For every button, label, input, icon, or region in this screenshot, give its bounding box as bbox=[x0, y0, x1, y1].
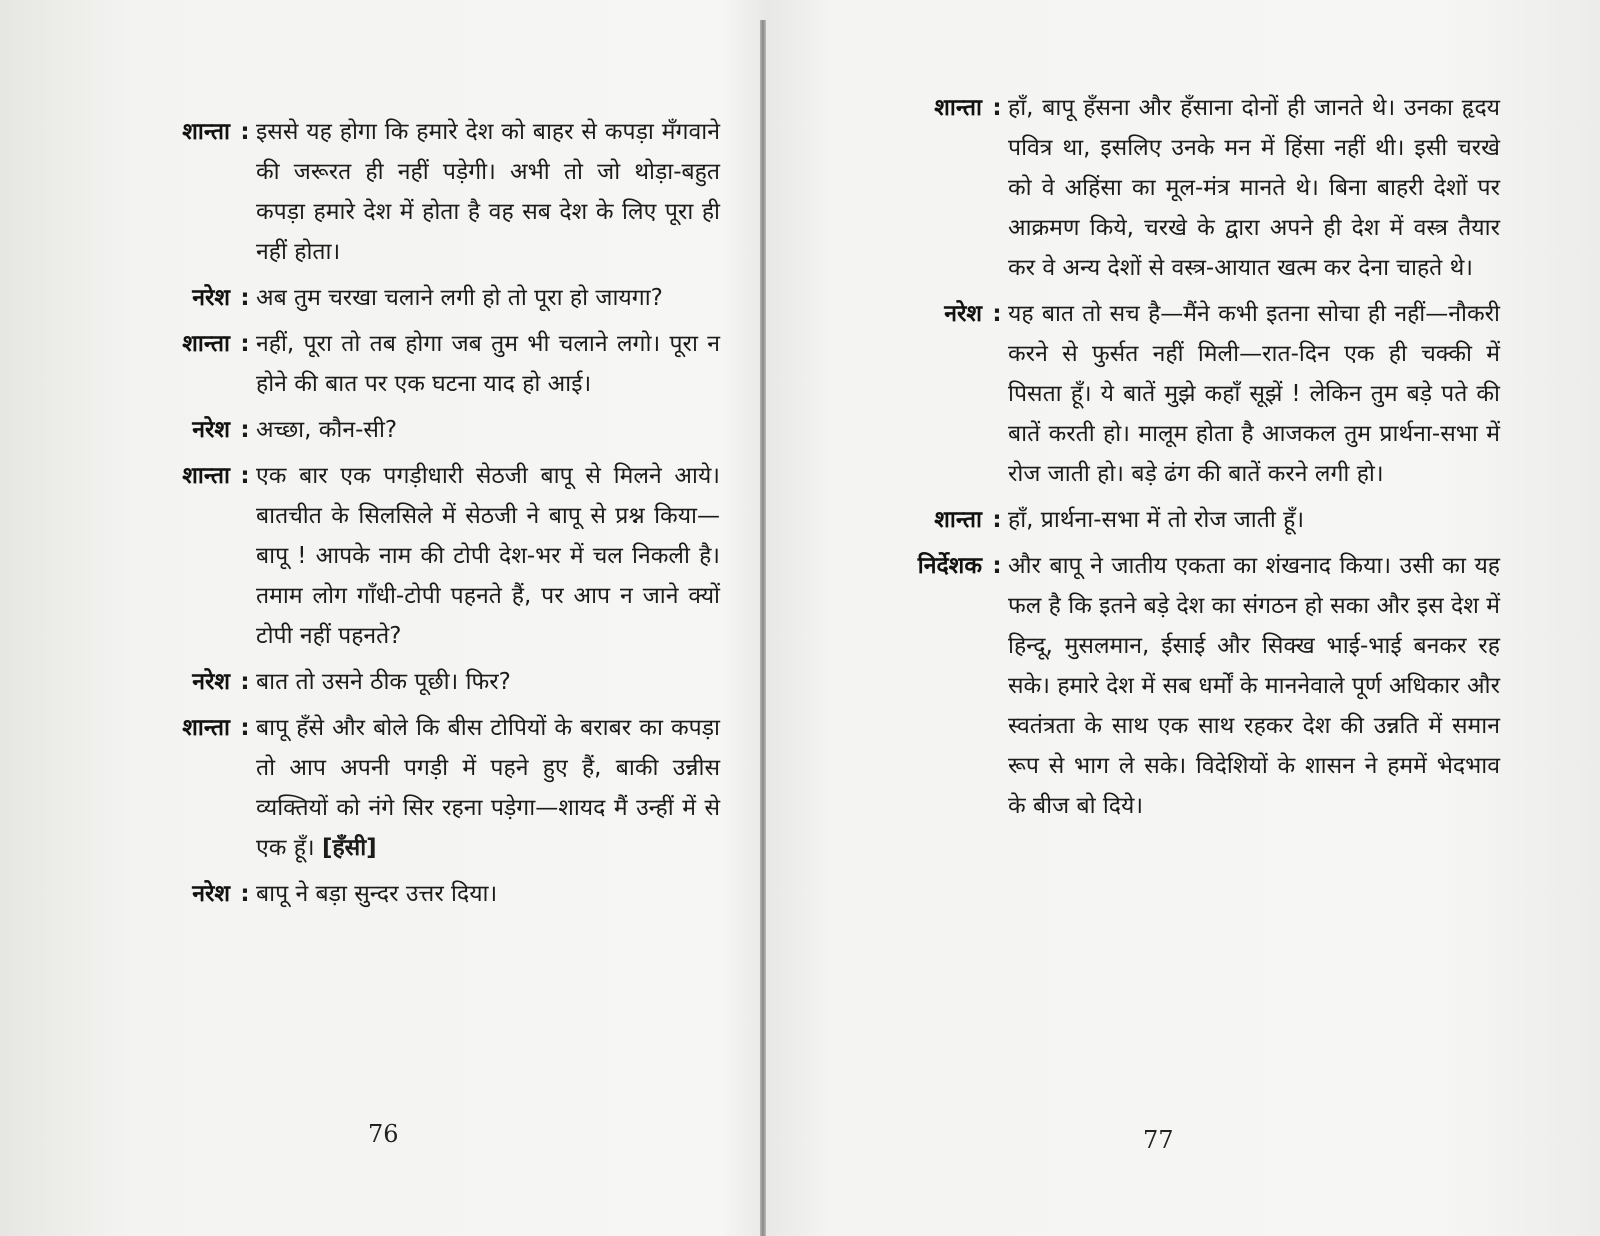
speaker-name: शान्ता bbox=[182, 331, 230, 357]
speaker-colon: : bbox=[240, 417, 250, 443]
speaker-colon: : bbox=[240, 669, 250, 695]
speaker-colon: : bbox=[240, 881, 250, 907]
speech-text: अब तुम चरखा चलाने लगी हो तो पूरा हो जायगा? bbox=[256, 285, 663, 311]
dialogue-entry bbox=[870, 294, 1500, 494]
speaker-name: शान्ता bbox=[182, 463, 230, 489]
speech-text: नहीं, पूरा तो तब होगा जब तुम भी चलाने लगो। पूरा न होने की बात पर एक घटना याद हो आई। bbox=[256, 331, 720, 397]
dialogue-entry bbox=[120, 324, 720, 404]
speech-text: इससे यह होगा कि हमारे देश को बाहर से कपड़ा मँगवाने की जरूरत ही नहीं पड़ेगी। अभी तो जो थोड़ा-बहुत कपड़ा हमारे देश में होता है वह सब देश के लिए पूरा ही नहीं होता। bbox=[256, 119, 720, 265]
speaker-name: नरेश bbox=[192, 881, 230, 907]
speaker-colon: : bbox=[240, 285, 250, 311]
speaker-colon: : bbox=[992, 507, 1002, 533]
speech-text: हाँ, बापू हँसना और हँसाना दोनों ही जानते थे। उनका हृदय पवित्र था, इसलिए उनके मन में हिंसा नहीं थी। इसी चरखे को वे अहिंसा का मूल-मंत्र मानते थे। बिना बाहरी देशों पर आक्रमण किये, चरखे के द्वारा अपने ही देश में वस्त्र तैयार कर वे अन्य देशों से वस्त्र-आयात खत्म कर देना चाहते थे। bbox=[1008, 95, 1500, 281]
dialogue-entry bbox=[870, 546, 1500, 826]
speaker-name: शान्ता bbox=[934, 507, 982, 533]
speech-text: बापू ने बड़ा सुन्दर उत्तर दिया। bbox=[256, 881, 498, 907]
speaker-name: शान्ता bbox=[182, 119, 230, 145]
speaker-colon: : bbox=[992, 301, 1002, 327]
speaker-name: नरेश bbox=[944, 301, 982, 327]
speaker-colon: : bbox=[992, 95, 1002, 121]
dialogue-entry bbox=[870, 500, 1500, 540]
speaker-name: नरेश bbox=[192, 285, 230, 311]
speech-text: बात तो उसने ठीक पूछी। फिर? bbox=[256, 669, 511, 695]
speaker-colon: : bbox=[240, 331, 250, 357]
speaker-name: शान्ता bbox=[182, 715, 230, 741]
dialogue-entry bbox=[120, 410, 720, 450]
right-dialogue bbox=[870, 88, 1500, 832]
speaker-name: निर्देशक bbox=[917, 553, 982, 579]
speaker-name: शान्ता bbox=[934, 95, 982, 121]
page-number: 76 bbox=[368, 1120, 399, 1148]
left-dialogue bbox=[120, 112, 720, 920]
dialogue-entry bbox=[120, 874, 720, 914]
page-number: 77 bbox=[1143, 1126, 1174, 1154]
speech-text: और बापू ने जातीय एकता का शंखनाद किया। उसी का यह फल है कि इतने बड़े देश का संगठन हो सका और इस देश में हिन्दू, मुसलमान, ईसाई और सिक्ख भाई-भाई बनकर रह सके। हमारे देश में सब धर्मों के माननेवाले पूर्ण अधिकार और स्वतंत्रता के साथ एक साथ रहकर देश की उन्नति में समान रूप से भाग ले सके। विदेशियों के शासन ने हममें भेदभाव के बीज बो दिये। bbox=[1008, 553, 1500, 819]
speech-body: बापू हँसे और बोले कि बीस टोपियों के बराबर का कपड़ा तो आप अपनी पगड़ी में पहने हुए हैं, बाकी उन्नीस व्यक्तियों को नंगे सिर रहना पड़ेगा—शायद मैं उन्हीं में से एक हूँ। bbox=[256, 715, 720, 861]
speech-text: हाँ, प्रार्थना-सभा में तो रोज जाती हूँ। bbox=[1008, 507, 1305, 533]
speaker-name: नरेश bbox=[192, 417, 230, 443]
speaker-colon: : bbox=[240, 119, 250, 145]
speaker-colon: : bbox=[240, 463, 250, 489]
speaker-colon: : bbox=[992, 553, 1002, 579]
dialogue-entry bbox=[120, 662, 720, 702]
dialogue-entry bbox=[120, 456, 720, 656]
stage-cue: [हँसी] bbox=[321, 835, 377, 861]
dialogue-entry bbox=[120, 708, 720, 868]
dialogue-entry bbox=[120, 112, 720, 272]
left-page bbox=[0, 0, 760, 1236]
speaker-colon: : bbox=[240, 715, 250, 741]
speech-text bbox=[256, 708, 720, 868]
speech-text: अच्छा, कौन-सी? bbox=[256, 417, 398, 443]
dialogue-entry bbox=[120, 278, 720, 318]
book-gutter bbox=[760, 20, 766, 1236]
speech-text: एक बार एक पगड़ीधारी सेठजी बापू से मिलने आये। बातचीत के सिलसिले में सेठजी ने बापू से प्रश्न किया—बापू ! आपके नाम की टोपी देश-भर में चल निकली है। तमाम लोग गाँधी-टोपी पहनते हैं, पर आप न जाने क्यों टोपी नहीं पहनते? bbox=[256, 463, 720, 649]
speaker-name: नरेश bbox=[192, 669, 230, 695]
dialogue-entry bbox=[870, 88, 1500, 288]
right-page bbox=[770, 0, 1600, 1236]
speech-text: यह बात तो सच है—मैंने कभी इतना सोचा ही नहीं—नौकरी करने से फुर्सत नहीं मिली—रात-दिन एक ही चक्की में पिसता हूँ। ये बातें मुझे कहाँ सूझें ! लेकिन तुम बड़े पते की बातें करती हो। मालूम होता है आजकल तुम प्रार्थना-सभा में रोज जाती हो। बड़े ढंग की बातें करने लगी हो। bbox=[1008, 301, 1500, 487]
